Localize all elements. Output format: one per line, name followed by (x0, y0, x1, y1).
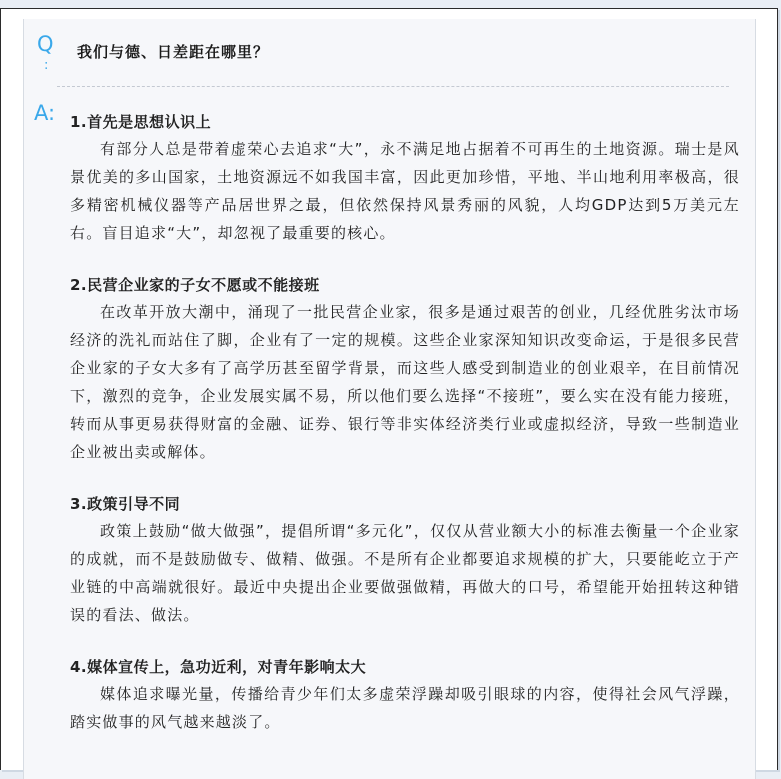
section-title: 2.民营企业家的子女不愿或不能接班 (70, 276, 320, 294)
section-title: 4.媒体宣传上，急功近利，对青年影响太大 (70, 658, 367, 676)
question-text: 我们与德、日差距在哪里？ (77, 43, 270, 61)
answer-section (70, 492, 740, 629)
question-marker: Q (37, 32, 54, 56)
section-body: 有部分人总是带着虚荣心去追求“大”，永不满足地占据着不可再生的土地资源。瑞士是风景优美的多山国家，土地资源远不如我国丰富，因此更加珍惜，平地、半山地利用率极高，很多精密机械仪器等产品居世界之最，但依然保持风景秀丽的风貌，人均GDP达到5万美元左右。盲目追求“大”，却忽视了最重要的核心。 (70, 140, 740, 242)
answer-section (70, 655, 740, 736)
section-title: 1.首先是思想认识上 (70, 113, 212, 131)
section-body: 政策上鼓励“做大做强”，提倡所谓“多元化”，仅仅从营业额大小的标准去衡量一个企业家的成就，而不是鼓励做专、做精、做强。不是所有企业都要追求规模的扩大，只要能屹立于产业链的中高端就很好。最近中央提出企业要做强做精，再做大的口号，希望能开始扭转这种错误的看法、做法。 (70, 522, 740, 624)
divider (57, 86, 729, 87)
answer-marker: A: (34, 101, 56, 125)
answer-section (70, 110, 740, 247)
answer-content (70, 110, 740, 736)
section-body: 媒体追求曝光量，传播给青少年们太多虚荣浮躁却吸引眼球的内容，使得社会风气浮躁，踏实做事的风气越来越淡了。 (70, 685, 740, 731)
answer-section (70, 273, 740, 466)
question-marker-colon: : (44, 58, 49, 73)
section-title: 3.政策引导不同 (70, 495, 181, 513)
section-body: 在改革开放大潮中，涌现了一批民营企业家，很多是通过艰苦的创业，几经优胜劣汰市场经济的洗礼而站住了脚，企业有了一定的规模。这些企业家深知知识改变命运，于是很多民营企业家的子女大多有了高学历甚至留学背景，而这些人感受到制造业的创业艰辛，在目前情况下，激烈的竞争，企业发展实属不易，所以他们要么选择“不接班”，要么实在没有能力接班，转而从事更易获得财富的金融、证券、银行等非实体经济类行业或虚拟经济，导致一些制造业企业被出卖或解体。 (70, 303, 740, 461)
